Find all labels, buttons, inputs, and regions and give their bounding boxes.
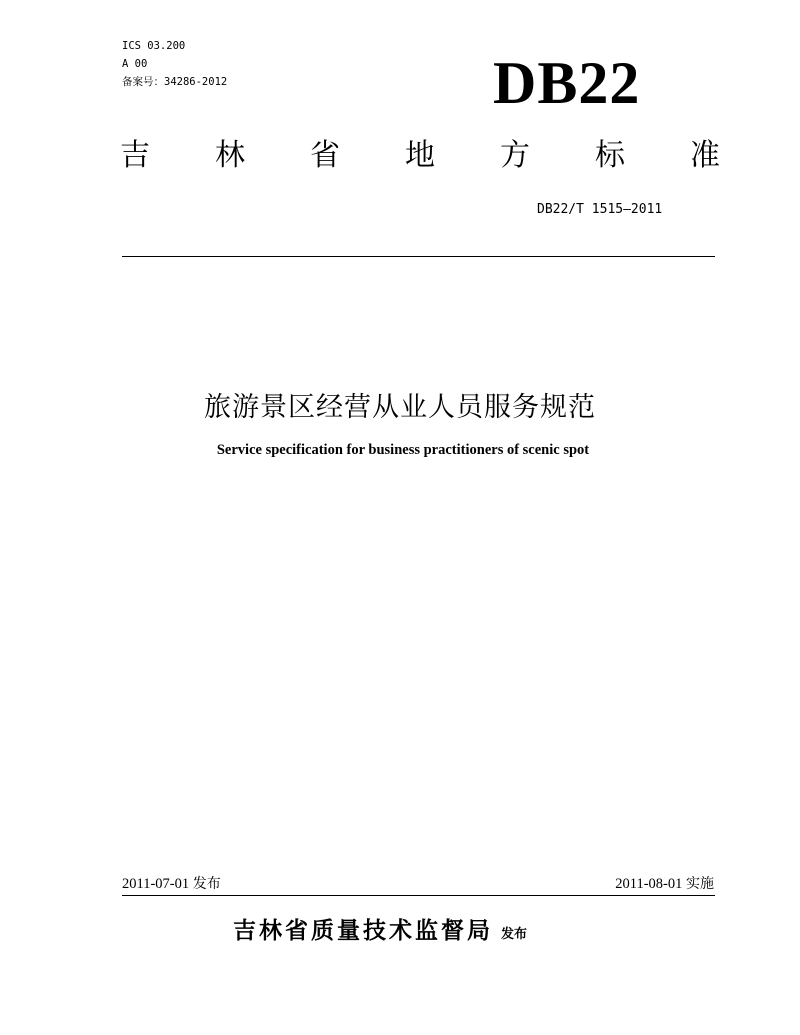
issue-date: 2011-07-01 <box>122 876 190 892</box>
issue-date-line <box>122 875 221 893</box>
implementation-date-line <box>615 875 714 893</box>
standard-type-char: 林 <box>215 138 245 173</box>
ics-code: ICS 03.200 <box>122 40 186 52</box>
document-title-en: Service specification for business practitioners of scenic spot <box>216 442 590 458</box>
standard-type-char: 省 <box>310 138 340 173</box>
standard-type-char: 标 <box>595 138 625 173</box>
implementation-date: 2011-08-01 <box>615 876 683 892</box>
issuer-issue-label: 发布 <box>501 927 528 942</box>
standard-number: DB22/T 1515—2011 <box>537 202 663 217</box>
implementation-label: 实施 <box>686 876 714 892</box>
issue-label: 发布 <box>192 876 221 892</box>
standard-code-logo: DB22 <box>493 50 641 116</box>
standard-type-char: 地 <box>405 138 435 173</box>
standard-type-char: 方 <box>500 138 530 173</box>
document-title-zh: 旅游景区经营从业人员服务规范 <box>204 392 596 423</box>
footer-divider <box>122 895 715 896</box>
issuer-line <box>233 915 527 951</box>
standard-type-char: 准 <box>690 138 720 173</box>
standard-type-heading <box>120 132 720 180</box>
header-divider <box>122 256 715 257</box>
standard-type-char: 吉 <box>120 138 150 173</box>
filing-number: 备案号：34286-2012 <box>122 76 228 88</box>
ccs-code: A 00 <box>122 58 148 70</box>
issuer-name: 吉林省质量技术监督局 <box>233 918 493 944</box>
